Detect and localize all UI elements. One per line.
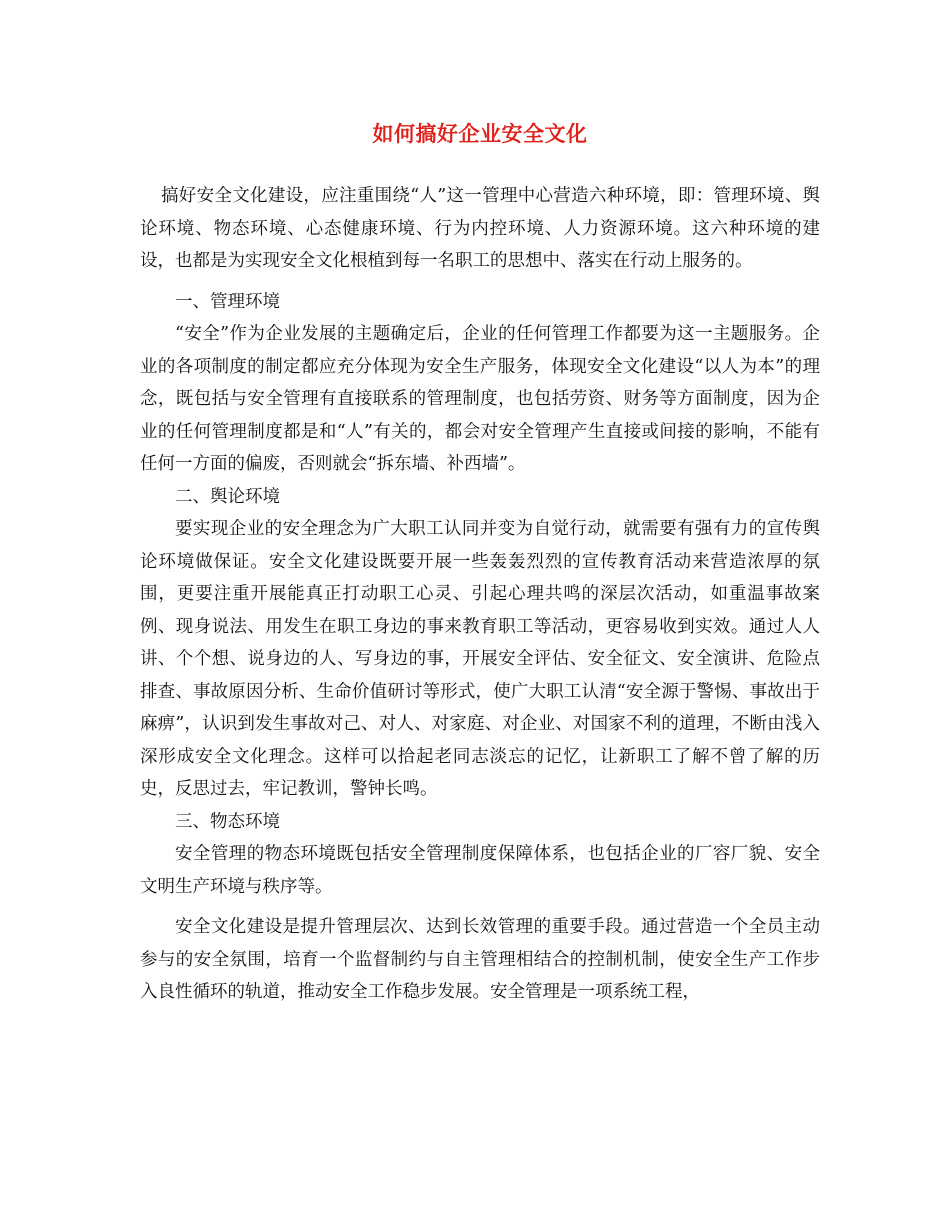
section-paragraph-physical-1: 安全管理的物态环境既包括安全管理制度保障体系，也包括企业的厂容厂貌、安全文明生产环境与秩序等。 xyxy=(140,844,820,897)
document-page xyxy=(140,118,820,1009)
section-heading-physical: 三、物态环境 xyxy=(175,811,280,832)
section-paragraph-management: “安全”作为企业发展的主题确定后，企业的任何管理工作都要为这一主题服务。企业的各项制度的制定都应充分体现为安全生产服务，体现安全文化建设“以人为本”的理念，既包括与安全管理有直接联系的管理制度，也包括劳资、财务等方面制度，因为企业的任何管理制度都是和“人”有关的，都会对安全管理产生直接或间接的影响，不能有任何一方面的偏废，否则就会“拆东墙、补西墙”。 xyxy=(140,324,820,474)
intro-paragraph: 搞好安全文化建设，应注重围绕“人”这一管理中心营造六种环境，即：管理环境、舆论环境、物态环境、心态健康环境、行为内控环境、人力资源环境。这六种环境的建设，也都是为实现安全文化根植到每一名职工的思想中、落实在行动上服务的。 xyxy=(140,186,820,271)
section-heading-opinion: 二、舆论环境 xyxy=(175,486,280,507)
section-heading-management: 一、管理环境 xyxy=(175,291,280,312)
document-title: 如何搞好企业安全文化 xyxy=(372,121,588,146)
section-paragraph-physical-2: 安全文化建设是提升管理层次、达到长效管理的重要手段。通过营造一个全员主动参与的安全氛围，培育一个监督制约与自主管理相结合的控制机制，使安全生产工作步入良性循环的轨道，推动安全工作稳步发展。安全管理是一项系统工程， xyxy=(140,917,820,1002)
section-paragraph-opinion: 要实现企业的安全理念为广大职工认同并变为自觉行动，就需要有强有力的宣传舆论环境做保证。安全文化建设既要开展一些轰轰烈烈的宣传教育活动来营造浓厚的氛围，更要注重开展能真正打动职工心灵、引起心理共鸣的深层次活动，如重温事故案例、现身说法、用发生在职工身边的事来教育职工等活动，更容易收到实效。通过人人讲、个个想、说身边的人、写身边的事，开展安全评估、安全征文、安全演讲、危险点排查、事故原因分析、生命价值研讨等形式，使广大职工认清“安全源于警惕、事故出于麻痹”，认识到发生事故对己、对人、对家庭、对企业、对国家不利的道理，不断由浅入深形成安全文化理念。这样可以拾起老同志淡忘的记忆，让新职工了解不曾了解的历史，反思过去，牢记教训，警钟长鸣。 xyxy=(140,519,820,799)
